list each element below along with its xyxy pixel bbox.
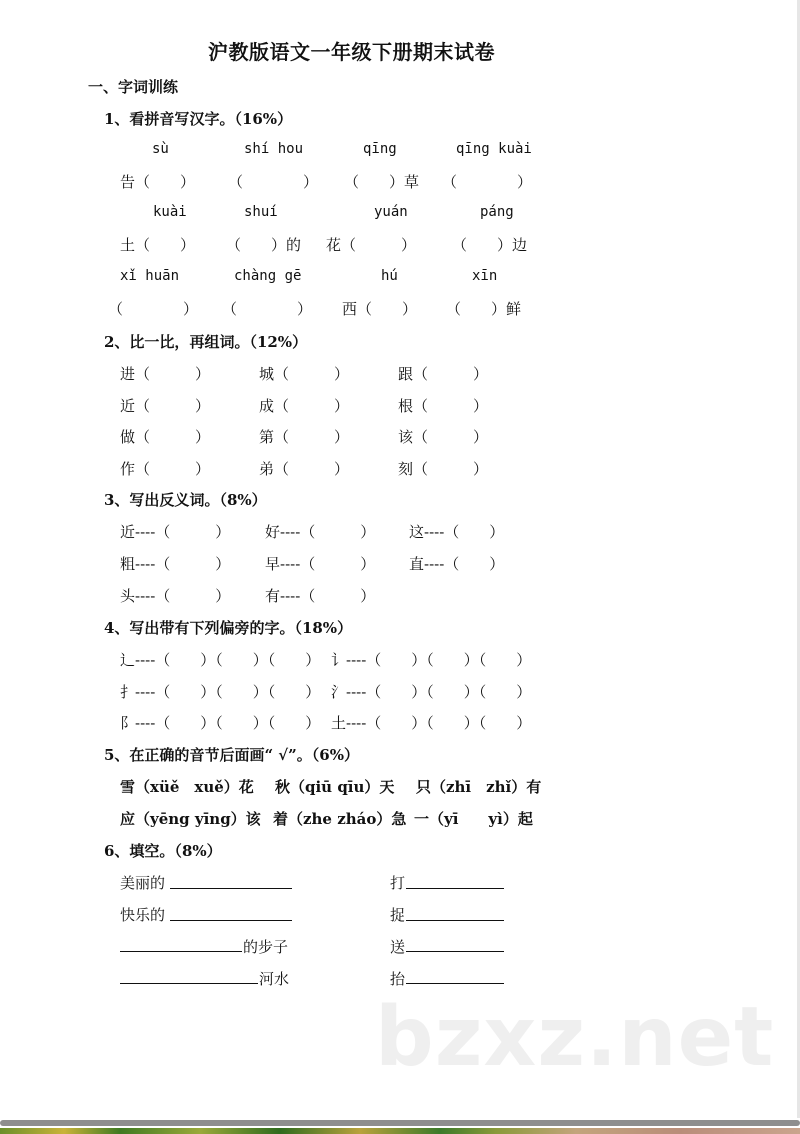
fill-prefix: 抬 [390,970,406,988]
pinyin: shí hou [244,141,304,157]
q5-item: 一（yī yì）起 [414,810,533,828]
q6-heading: 6、填空。（8%） [104,842,222,860]
q1-item: （ ）边 [452,236,528,254]
q1-heading: 1、看拼音写汉字。（16%） [104,110,293,128]
q4-item: 土----（ ）（ ）（ ） [331,714,532,732]
q4-item: 辶----（ ）（ ）（ ） [120,651,321,669]
q3-item: 有----（ ） [265,587,376,605]
q5-item: 只（zhī zhǐ）有 [416,778,542,796]
pinyin: chàng gē [234,268,302,284]
q2-heading: 2、比一比，再组词。（12%） [104,333,308,351]
q3-item: 粗----（ ） [120,555,231,573]
q3-heading: 3、写出反义词。（8%） [104,491,267,509]
q1-item: （ ） [228,173,319,191]
q2-item: 根（ ） [398,397,489,415]
q1-item: （ ）草 [344,173,420,191]
fill-prefix: 捉 [390,906,406,924]
fill-blank-line[interactable] [120,951,242,952]
fill-prefix: 快乐的 [120,906,166,924]
pinyin: sù [152,141,169,157]
pinyin: hú [381,268,398,284]
pinyin: xīn [472,268,498,284]
q1-item: 土（ ） [120,236,196,254]
q1-item: （ ） [442,173,533,191]
q2-item: 该（ ） [398,428,489,446]
horizontal-scrollbar[interactable] [0,1120,800,1126]
q1-item: 西（ ） [342,300,418,318]
pinyin: páng [480,204,514,220]
q2-item: 近（ ） [120,397,211,415]
background-image-strip [0,1128,800,1134]
q5-item: 应（yēng yīng）该 [120,810,261,828]
q5-item: 秋（qiū qīu）天 [275,778,395,796]
q4-item: 阝----（ ）（ ）（ ） [120,714,321,732]
q1-item: 花（ ） [326,236,417,254]
q5-item: 着（zhe zháo）急 [273,810,407,828]
q1-item: （ ） [108,300,199,318]
q4-heading: 4、写出带有下列偏旁的字。（18%） [104,619,353,637]
q5-heading: 5、在正确的音节后面画“ √”。（6%） [104,746,359,764]
q1-item: （ ） [222,300,313,318]
q3-item: 早----（ ） [265,555,376,573]
q1-item: 告（ ） [120,173,196,191]
q3-item: 这----（ ） [409,523,505,541]
q2-item: 城（ ） [259,365,350,383]
q3-item: 近----（ ） [120,523,231,541]
fill-blank-line[interactable] [170,920,292,921]
part-one-heading: 一、字词训练 [88,78,179,96]
fill-prefix: 打 [390,874,406,892]
fill-blank-line[interactable] [406,920,504,921]
pinyin: kuài [153,204,187,220]
q5-item: 雪（xüě xuě）花 [120,778,254,796]
pinyin: qīng kuài [456,141,532,157]
pinyin: yuán [374,204,408,220]
q2-item: 刻（ ） [398,460,489,478]
q2-item: 成（ ） [259,397,350,415]
q3-item: 好----（ ） [265,523,376,541]
q3-item: 直----（ ） [409,555,505,573]
q2-item: 进（ ） [120,365,211,383]
q2-item: 做（ ） [120,428,211,446]
q1-item: （ ）鲜 [446,300,522,318]
q3-item: 头----（ ） [120,587,231,605]
fill-prefix: 送 [390,938,406,956]
q2-item: 第（ ） [259,428,350,446]
pinyin: xǐ huān [120,268,180,284]
fill-blank-line[interactable] [406,888,504,889]
q2-item: 跟（ ） [398,365,489,383]
q2-item: 弟（ ） [259,460,350,478]
q1-item: （ ）的 [226,236,302,254]
fill-blank-line[interactable] [170,888,292,889]
watermark: bzxz.net [375,990,775,1085]
q4-item: 氵----（ ）（ ）（ ） [331,683,532,701]
pinyin: qīng [363,141,397,157]
fill-suffix: 河水 [259,970,290,988]
q2-item: 作（ ） [120,460,211,478]
q4-item: 扌----（ ）（ ）（ ） [120,683,321,701]
document-title: 沪教版语文一年级下册期末试卷 [208,40,495,64]
pinyin: shuí [244,204,278,220]
q4-item: 讠----（ ）（ ）（ ） [331,651,532,669]
fill-blank-line[interactable] [406,951,504,952]
fill-prefix: 美丽的 [120,874,166,892]
fill-blank-line[interactable] [120,983,258,984]
fill-suffix: 的步子 [243,938,289,956]
fill-blank-line[interactable] [406,983,504,984]
